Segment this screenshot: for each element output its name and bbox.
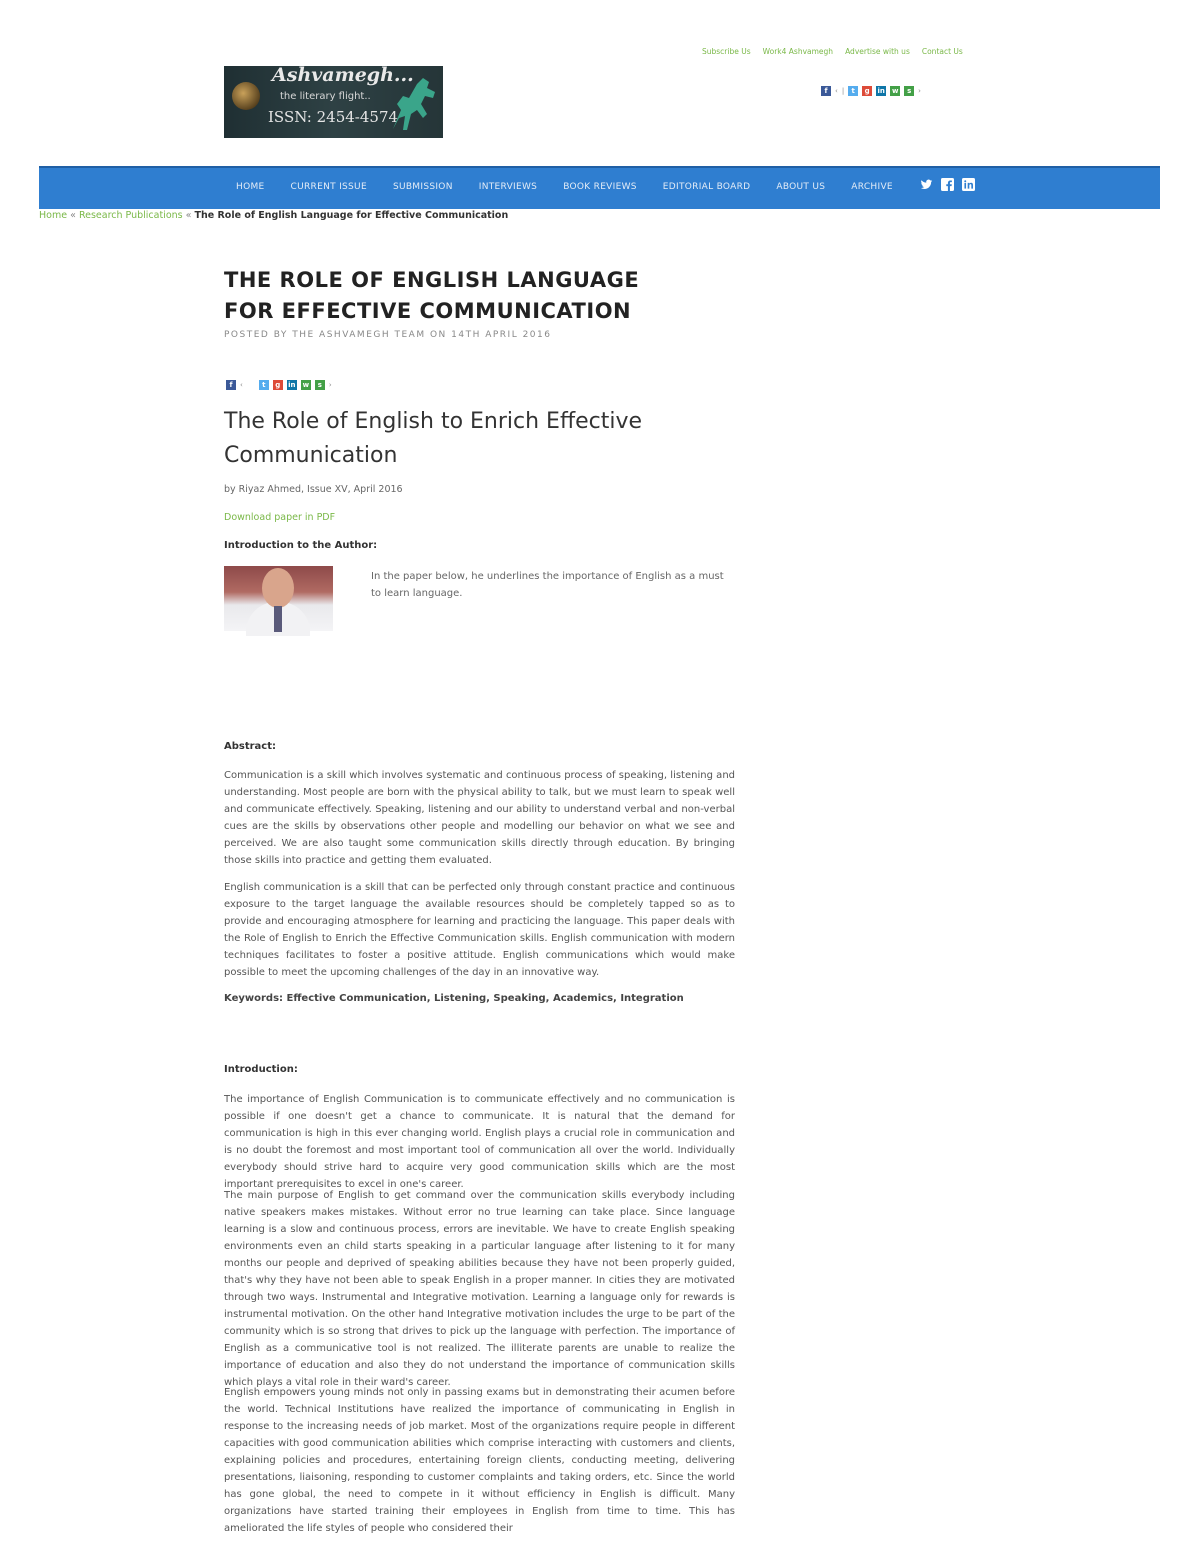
facebook-icon[interactable]: f [821,86,831,96]
nav-menu [236,182,893,192]
logo-issn: ISSN: 2454-4574 [268,108,399,126]
author-intro-heading: Introduction to the Author: [224,540,378,551]
breadcrumb-section[interactable]: Research Publications [78,210,183,221]
introduction-paragraph-2: The main purpose of English to get command over the communication skills everybody including native speakers makes mistakes. Without error no true learning can take place. Since language learning is a slow and continuous process, errors are inevitable. We have to create English speaking environments even an child starts speaking in a particular language after listening to it for many months our people and deprived of speaking abilities because they have not been properly guided, that's why they have not been able to speak English in a proper manner. In cities they are motivated through two ways. Instrumental and Integrative motivation. Learning a language only for rewards is instrumental motivation. On the other hand Integrative motivation includes the urge to be part of the community which is so strong that drives to pick up the language with perfection. The importance of English as a communicative tool is not realized. The illiterate parents are unable to realize the importance of education and also they do not understand the importance of communication skills which plays a vital role in their ward's career. [224,1190,735,1388]
more-icon[interactable]: › [918,87,921,95]
article-byline: by Riyaz Ahmed, Issue XV, April 2016 [224,484,403,495]
google-plus-icon[interactable]: g [862,86,872,96]
google-plus-icon[interactable]: g [273,380,283,390]
work-link[interactable]: Work4 Ashvamegh [762,47,834,56]
nav-interviews[interactable]: INTERVIEWS [478,182,538,192]
article-subtitle: The Role of English to Enrich Effective Communication [224,409,643,468]
author-photo [224,566,333,631]
post-meta: POSTED BY THE ASHVAMEGH TEAM ON 14TH APRIL 2016 [224,330,552,340]
twitter-icon[interactable]: t [848,86,858,96]
nav-home[interactable]: HOME [236,182,265,192]
introduction-paragraph-1: The importance of English Communication is to communicate effectively and no communication is possible if one doesn't get a chance to communicate. It is natural that the demand for communication is high in this ever changing world. English plays a crucial role in communication and is no doubt the foremost and most important tool of communication all over the world. Individually everybody should strive hard to acquire very good communication skills which are the most important prerequisites to excel in one's career. [224,1094,735,1190]
linkedin-icon[interactable]: in [877,87,885,95]
logo-tagline: the literary flight.. [280,91,371,102]
advertise-link[interactable]: Advertise with us [845,47,910,56]
whatsapp-icon[interactable]: w [302,381,310,389]
share-icon[interactable]: s [904,86,914,96]
abstract-paragraph-2: English communication is a skill that can be perfected only through constant practice and continuous exposure to the target language the available resources should be completely tapped so as to provide and encouraging atmosphere for learning and practicing the language. This paper deals with the Role of English to Enrich the Effective Communication skills. English communication with modern techniques facilitates to foster a positive attitude. English communications which would make possible to meet the upcoming challenges of the day in an innovative way. [224,882,735,978]
breadcrumb-home[interactable]: Home [39,210,68,221]
linkedin-icon[interactable]: in [288,381,296,389]
top-utility-links [702,47,963,56]
breadcrumb-current: The Role of English Language for Effective Communication [194,210,509,221]
introduction-paragraph-3: English empowers young minds not only in passing exams but in demonstrating their acumen before the world. Technical Institutions have realized the importance of communicating in English in response to the increasing needs of job market. Most of the organizations require people in different capacities with good communication abilities which comprise interacting with customers and clients, explaining policies and procedures, entertaining foreign clients, conducting meeting, delivering presentations, liaisoning, responding to customer complaints and taking orders, etc. Since the world has gone global, the need to compete in it without efficiency in English is difficult. Many organizations have started training their employees in English from time to time. This has ameliorated the life styles of people who considered their [224,1387,735,1534]
share-count-icon: ‹ [835,87,838,95]
logo-brand: Ashvamegh... [272,64,414,86]
download-pdf-link[interactable]: Download paper in PDF [224,512,336,523]
nav-editorial-board[interactable]: EDITORIAL BOARD [662,182,751,192]
share-count-icon: ‹ [240,381,243,389]
horse-icon [383,74,441,134]
breadcrumb [39,210,508,221]
article-share-bar [226,380,332,390]
subscribe-link[interactable]: Subscribe Us [702,47,751,56]
facebook-icon[interactable]: f [226,380,236,390]
nav-about-us[interactable]: ABOUT US [776,182,826,192]
contact-link[interactable]: Contact Us [921,47,963,56]
page-title: THE ROLE OF ENGLISH LANGUAGE FOR EFFECTIVE COMMUNICATION [224,268,640,323]
twitter-icon[interactable] [920,178,933,191]
keywords: Keywords: Effective Communication, Listening, Speaking, Academics, Integration [224,993,684,1004]
author-intro-text: In the paper below, he underlines the importance of English as a must to learn language. [371,571,724,599]
nav-submission[interactable]: SUBMISSION [392,182,453,192]
linkedin-icon[interactable] [962,178,975,191]
divider-icon: | [841,87,845,95]
twitter-icon[interactable]: t [259,380,269,390]
more-icon[interactable]: › [328,381,332,389]
share-icon[interactable]: s [315,380,325,390]
site-logo[interactable] [224,66,443,138]
introduction-heading: Introduction: [224,1064,298,1075]
nav-social-icons [920,178,975,191]
nav-current-issue[interactable]: CURRENT ISSUE [290,182,367,192]
whatsapp-icon[interactable]: w [891,87,899,95]
nav-book-reviews[interactable]: BOOK REVIEWS [563,182,637,192]
header-share-bar [821,86,921,96]
nav-archive[interactable]: ARCHIVE [851,182,893,192]
abstract-heading: Abstract: [224,741,277,752]
breadcrumb-separator: « [70,210,76,221]
main-navbar [39,166,1160,209]
facebook-icon[interactable] [941,178,954,191]
abstract-paragraph-1: Communication is a skill which involves systematic and continuous process of speaking, listening and understanding. Most people are born with the physical ability to talk, but we must learn to speak well and communicate effectively. Speaking, listening and our ability to understand verbal and non-verbal cues are the skills by observations other people and modelling our behavior on what we see and perceived. We are also taught some communication skills directly through education. By bringing those skills into practice and getting them evaluated. [224,770,735,866]
globe-icon [232,82,260,110]
breadcrumb-separator: « [185,210,192,221]
